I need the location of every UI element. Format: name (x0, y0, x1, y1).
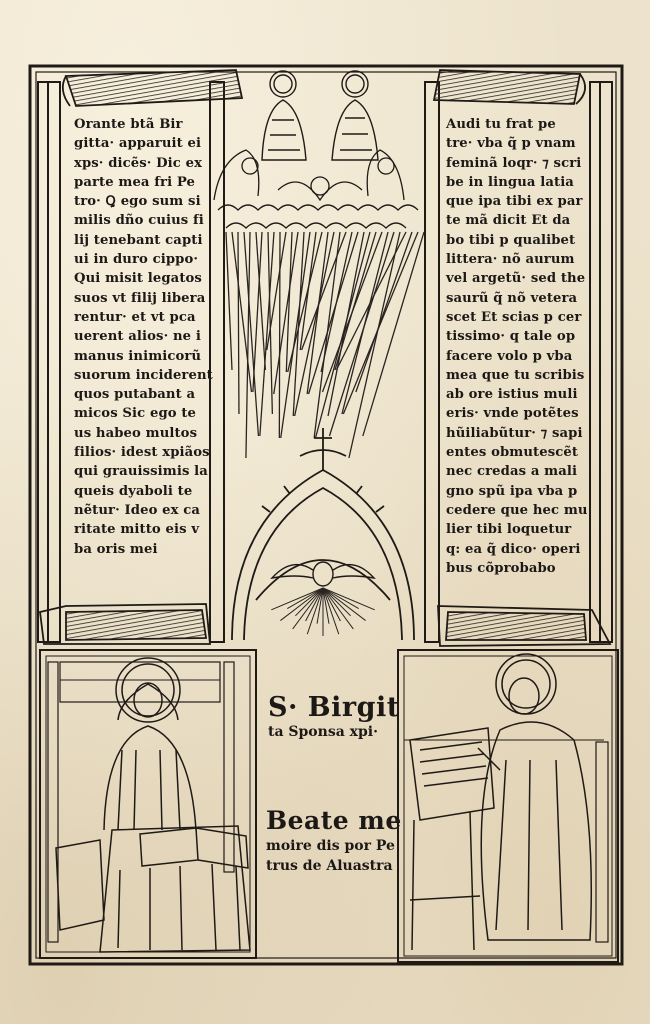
ray-line (281, 232, 310, 438)
text-line: us habeo multos (74, 425, 198, 441)
saint-birgitta-figure (104, 658, 196, 830)
peter-caption-title: Beate me (266, 806, 402, 835)
text-line: Orante btã Bir (74, 117, 183, 132)
text-line: tro· Ꝗ ego sum si (74, 194, 201, 210)
text-line: filios· idest xpiãos (74, 445, 210, 461)
left-top-banner (63, 70, 242, 106)
dove-ray-line (307, 588, 323, 634)
right-text-column (446, 115, 588, 578)
dove-icon (272, 562, 374, 586)
ray-line (349, 232, 400, 458)
text-line: tissimo· q tale op (446, 329, 576, 345)
text-line: que ipa tibi ex par (446, 194, 583, 210)
text-line: saurũ q̃ nõ vetera (446, 290, 578, 306)
text-line: ritate mitto eis v (74, 522, 200, 538)
christ-and-mary-figures (262, 71, 378, 160)
text-line: lier tibi loquetur (446, 522, 572, 538)
saint-birgitta-panel (40, 650, 256, 958)
text-line: uerent alios· ne i (74, 329, 201, 345)
text-line: vel argetũ· sed the (446, 271, 586, 287)
text-line: bo tibi p qualibet (446, 232, 576, 248)
right-top-banner (434, 70, 585, 104)
text-line: gitta· apparuit ei (74, 136, 202, 152)
left-bottom-banner (40, 604, 210, 644)
saint-birgitta-caption-subtitle: ta Sponsa xpi· (268, 724, 378, 740)
text-line: Qui misit legatos (74, 271, 202, 287)
right-bottom-banner (438, 606, 610, 646)
ray-line (279, 232, 280, 438)
text-line: gno spũ ipa vba p (446, 483, 578, 499)
text-line: facere volo p vba (446, 348, 573, 364)
text-line: scet Et scias p cer (446, 309, 582, 325)
text-line: suorum inciderent (74, 367, 213, 383)
text-line: quos putabant a (74, 387, 196, 403)
ray-line (288, 232, 322, 372)
text-line: milis dño cuius fi (74, 213, 204, 229)
peter-scribe-figure (478, 654, 591, 940)
text-line: lij tenebant capti (74, 232, 203, 248)
ray-line (238, 232, 239, 414)
text-line: littera· nõ aurum (446, 252, 575, 268)
text-line: cedere que hec mu (446, 502, 588, 518)
dove-ray-line (280, 588, 323, 621)
text-line: nẽtur· Ideo ex ca (74, 502, 201, 518)
text-line: ui in duro cippo· (74, 252, 199, 268)
peter-caption-line-1: moire dis por Pe (266, 838, 395, 854)
ray-line (322, 232, 382, 392)
text-line: Audi tu frat pe (446, 117, 556, 132)
text-line: bus cõprobabo (446, 560, 556, 576)
angels-and-clouds (214, 150, 418, 228)
text-line: tre· vba q̃ p vnam (446, 136, 576, 152)
text-line: nec credas a mali (446, 464, 578, 480)
text-line: qui grauissimis la (74, 464, 208, 480)
ray-line (226, 232, 232, 370)
text-line: hũiliabũtur· ⁊ sapi (446, 425, 583, 441)
dove-rays (271, 588, 374, 636)
saint-birgitta-caption-title: S· Birgit (268, 692, 400, 723)
text-line: entes obmutescẽt (446, 445, 579, 461)
text-line: suos vt filij libera (74, 290, 206, 306)
light-rays (226, 232, 424, 458)
text-line: ab ore istius muli (446, 387, 578, 403)
text-line: mea que tu scribis (446, 367, 585, 383)
peter-caption-line-2: trus de Aluastra (266, 858, 393, 874)
text-line: manus inimicorũ (74, 348, 202, 364)
text-line: queis dyaboli te (74, 483, 193, 499)
text-line: q: ea q̃ dico· operi (446, 541, 581, 557)
peter-of-alvastra-panel (398, 650, 618, 962)
text-line: eris· vnde potẽtes (446, 406, 579, 422)
text-line: ba oris mei (74, 541, 158, 557)
text-line: te mã dicit Et da (446, 213, 571, 229)
text-line: micos Sic ego te (74, 406, 197, 422)
text-line: xps· dicẽs· Dic ex (74, 155, 203, 171)
dove-ray-line (323, 588, 366, 621)
text-line: be in lingua latia (446, 174, 574, 190)
text-line: parte mea fri Pe (74, 174, 196, 190)
left-text-column (74, 115, 213, 559)
text-line: feminã loqr· ⁊ scri (446, 155, 582, 171)
reading-desk-with-book (56, 826, 250, 952)
text-line: rentur· et vt pca (74, 309, 196, 325)
ray-line (293, 232, 304, 416)
dove-ray-line (323, 588, 339, 634)
ray-line (307, 232, 328, 394)
